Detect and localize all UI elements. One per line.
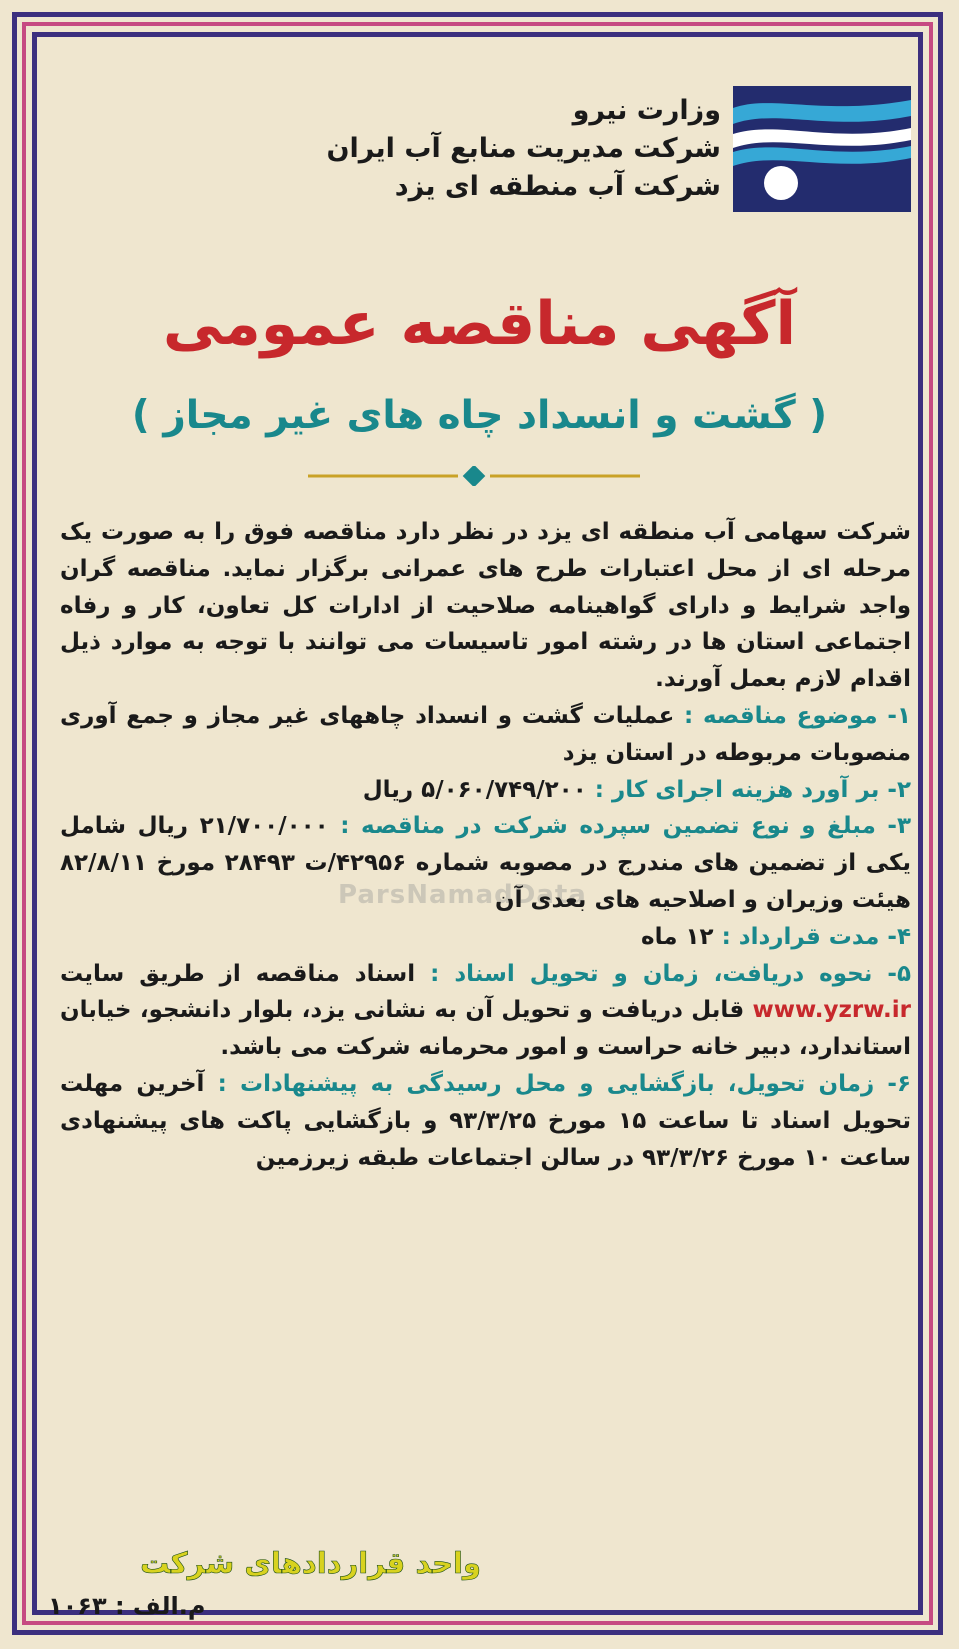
item-duration [60, 919, 911, 956]
regional-company-name: شرکت آب منطقه ای یزد [394, 171, 721, 202]
item-text: ۱۲ ماه [641, 923, 722, 950]
notice-title: آگهی مناقصه عمومی [162, 289, 797, 359]
item-text: ۲۱/۷۰۰/۰۰۰ ریال شامل یکی از تضمین های مندرج در مصوبه شماره ۴۲۹۵۶/ت ۲۸۴۹۳ مورخ ۸۲/۸/۱۱ هیئت وزیران و اصلاحیه های بعدی آن [60, 813, 911, 913]
item-label: ۵- نحوه دریافت، زمان و تحویل اسناد : [430, 960, 911, 987]
parent-company-name: شرکت مدیریت منابع آب ایران [326, 133, 721, 164]
item-delivery [60, 1066, 911, 1176]
item-text: قابل دریافت و تحویل آن به نشانی یزد، بلوار دانشجو، خیابان استاندارد، دبیر خانه حراست و امور محرمانه شرکت می باشد. [60, 997, 911, 1061]
item-label: ۳- مبلغ و نوع تضمین سپرده شرکت در مناقصه : [340, 813, 911, 840]
item-guarantee [60, 808, 911, 918]
ministry-name: وزارت نیرو [572, 95, 721, 126]
item-text: ۵/۰۶۰/۷۴۹/۲۰۰ ریال [362, 776, 595, 803]
ad-code: م.الف : ۱۰۶۳ [48, 1592, 206, 1620]
website-link[interactable]: www.yzrw.ir [752, 997, 911, 1024]
notice-body [60, 514, 911, 1176]
item-estimate [60, 772, 911, 809]
ornament-divider [308, 466, 640, 486]
item-label: ۶- زمان تحویل، بازگشایی و محل رسیدگی به پیشنهادات : [217, 1070, 911, 1097]
contracts-unit-signature: واحد قراردادهای شرکت [140, 1546, 481, 1580]
item-text: عملیات گشت و انسداد چاههای غیر مجاز و جمع آوری منصوبات مربوطه در استان یزد [60, 702, 911, 766]
item-text: آخرین مهلت تحویل اسناد تا ساعت ۱۵ مورخ ۹۳/۳/۲۵ و بازگشایی پاکت های پیشنهادی ساعت ۱۰ مورخ ۹۳/۳/۲۶ در سالن اجتماعات طبقه زیرزمین [60, 1070, 912, 1171]
item-text: اسناد مناقصه از طریق سایت [60, 960, 431, 987]
item-label: ۴- مدت قرارداد : [721, 923, 911, 950]
item-label: ۲- بر آورد هزینه اجرای کار : [594, 776, 911, 803]
item-documents [60, 956, 911, 1066]
item-label: ۱- موضوع مناقصه : [684, 702, 912, 729]
notice-content [48, 44, 912, 1620]
intro-paragraph: شرکت سهامی آب منطقه ای یزد در نظر دارد مناقصه فوق را به صورت یک مرحله ای از محل اعتبارات طرح های عمرانی برگزار نماید. مناقصه گران واجد شرایط و دارای گواهینامه صلاحیت از ادارات کل تعاون، کار و رفاه اجتماعی استان ها در رشته امور تاسیسات می توانند با توجه به موارد ذیل اقدام لازم بعمل آورند. [60, 519, 911, 693]
item-subject [60, 698, 911, 772]
water-company-logo [733, 86, 911, 212]
watermark-text: ParsNamadData [338, 880, 587, 910]
notice-subtitle: ( گشت و انسداد چاه های غیر مجاز ) [131, 393, 828, 438]
organization-header [301, 92, 721, 206]
